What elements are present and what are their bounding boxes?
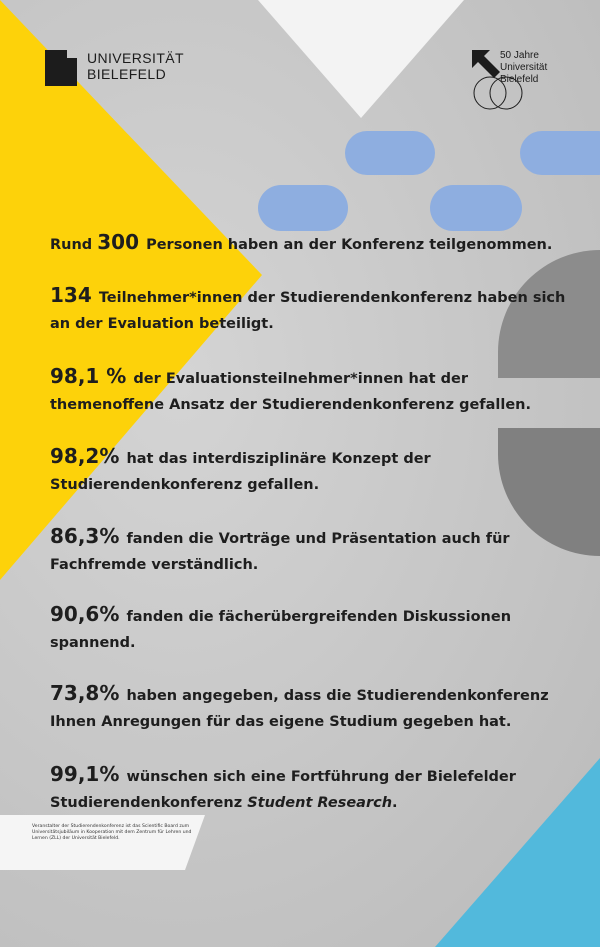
stat-number: 98,1 % (50, 364, 127, 388)
stat-text: der Evaluationsteilnehmer*innen hat der themenoffene Ansatz der Studierendenkonferenz gefallen. (50, 371, 532, 413)
stat-number: 90,6% (50, 602, 120, 626)
stat-text: fanden die fächerübergreifenden Diskussionen spannend. (50, 609, 512, 651)
stat-item (50, 363, 570, 418)
stat-number: 300 (97, 230, 140, 254)
blue-pill-4 (430, 185, 522, 231)
stat-number: 134 (50, 283, 92, 307)
stat-text: Teilnehmer*innen der Studierendenkonferenz haben sich an der Evaluation beteiligt. (50, 290, 566, 332)
stat-italic-title: Student Research (247, 795, 393, 811)
university-logo (45, 50, 184, 86)
blue-pill-1 (345, 131, 435, 175)
stat-text: fanden die Vorträge und Präsentation auch für Fachfremde verständlich. (50, 531, 510, 573)
white-triangle (258, 0, 464, 118)
stat-number: 98,2% (50, 444, 120, 468)
stat-text: wünschen sich eine Fortführung der Bielefelder Studierendenkonferenz (50, 769, 516, 811)
stat-number: 99,1% (50, 762, 120, 786)
stat-number: 73,8% (50, 681, 120, 705)
blue-pill-2 (520, 131, 600, 175)
stat-item (50, 601, 570, 656)
stat-item (50, 680, 570, 735)
stat-text: hat das interdisziplinäre Konzept der Studierendenkonferenz gefallen. (50, 451, 431, 493)
university-name-line1: UNIVERSITÄT (87, 50, 184, 66)
stat-suffix: . (392, 795, 398, 811)
jubilee-line3: Bielefeld (500, 74, 539, 85)
jubilee-line1: 50 Jahre (500, 50, 539, 61)
stat-item (50, 229, 570, 258)
university-logo-mark (45, 50, 77, 86)
blue-pill-3 (258, 185, 348, 231)
footnote: Veranstalter der Studierendenkonferenz ist das Scientific Board zum Universitätsjubiläum in Kooperation mit dem Zentrum für Lehren und Lernen (ZLL) der Universität Bielefeld. (32, 824, 192, 841)
stat-number: 86,3% (50, 524, 120, 548)
university-name-line2: BIELEFELD (87, 66, 167, 82)
stat-item (50, 443, 570, 498)
stat-item (50, 761, 570, 816)
jubilee-line2: Universität (500, 62, 548, 73)
university-wordmark (87, 50, 184, 82)
stat-item (50, 282, 570, 337)
stat-text: Personen haben an der Konferenz teilgenommen. (146, 237, 553, 253)
stat-prefix: Rund (50, 237, 93, 253)
jubilee-text (500, 50, 547, 86)
stat-text: haben angegeben, dass die Studierendenkonferenz Ihnen Anregungen für das eigene Studium gegeben hat. (50, 688, 549, 730)
stat-item (50, 523, 570, 578)
